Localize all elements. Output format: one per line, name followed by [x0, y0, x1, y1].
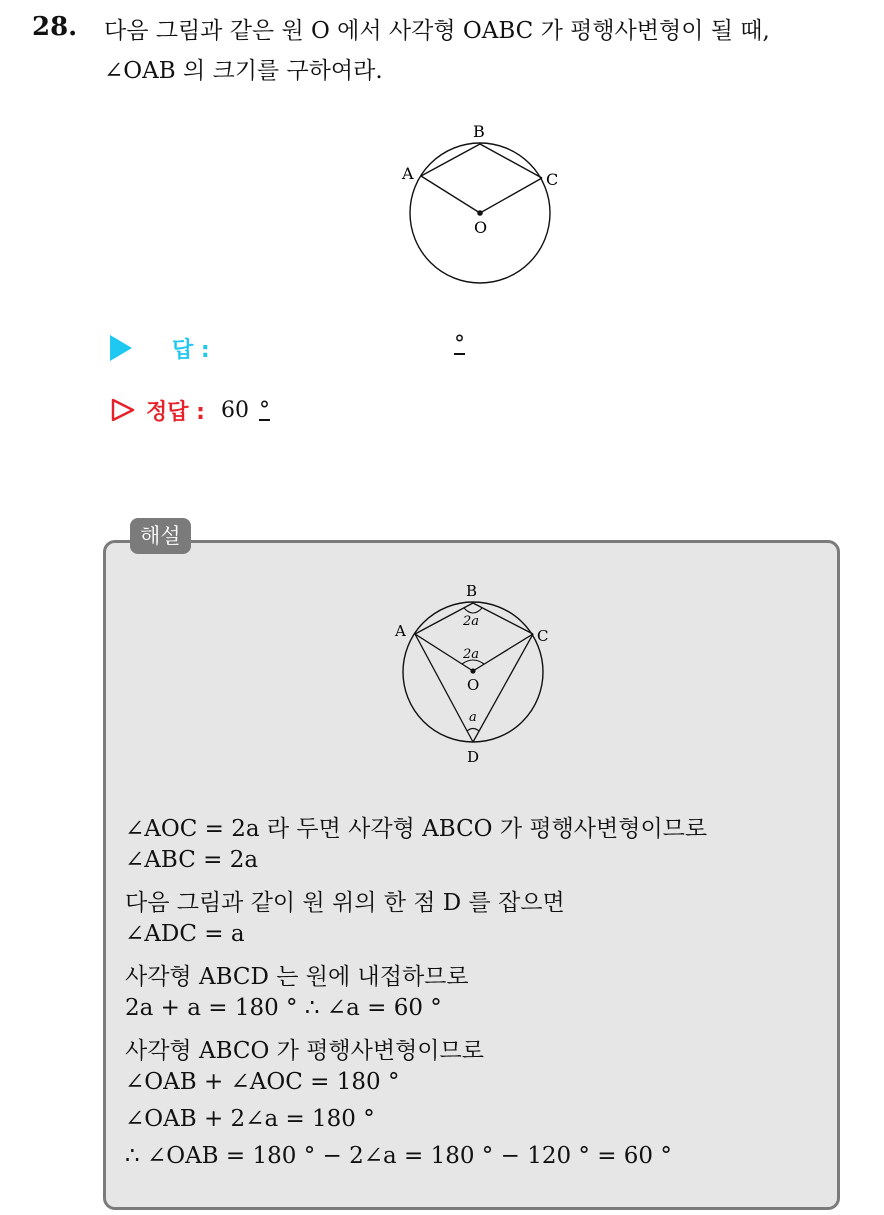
label-c: C: [537, 627, 549, 645]
label-c: C: [546, 170, 559, 189]
label-d: D: [467, 748, 480, 766]
segment-co: [473, 634, 533, 671]
correct-answer-label: 정답 :: [146, 399, 205, 425]
play-triangle-icon: [110, 335, 132, 361]
explanation-line-3: 다음 그림과 같이 원 위의 한 점 D 를 잡으면: [125, 890, 565, 916]
label-b: B: [473, 122, 485, 141]
label-angle-b: 2a: [463, 614, 480, 629]
explanation-line-4: ∠ADC = a: [125, 921, 245, 947]
explanation-line-8: ∠OAB + ∠AOC = 180 °: [125, 1069, 400, 1095]
answer-row: [110, 330, 210, 366]
explanation-tab: 해설: [130, 518, 191, 554]
explanation-line-9: ∠OAB + 2∠a = 180 °: [125, 1106, 375, 1132]
label-o: O: [467, 676, 480, 694]
center-point-o: [477, 210, 483, 216]
correct-answer-unit: °: [258, 397, 270, 423]
angle-arc-b: [464, 608, 482, 613]
question-number: 28.: [32, 12, 78, 42]
question-text-line-2: ∠OAB 의 크기를 구하여라.: [104, 58, 383, 84]
question-text-line-1: 다음 그림과 같은 원 O 에서 사각형 OABC 가 평행사변형이 될 때,: [104, 18, 770, 44]
explanation-line-2: ∠ABC = 2a: [125, 847, 259, 873]
explanation-line-5: 사각형 ABCD 는 원에 내접하므로: [125, 964, 469, 990]
label-b: B: [466, 582, 478, 600]
label-a: A: [402, 164, 414, 183]
correct-answer-row: [110, 392, 270, 428]
segment-bc: [473, 603, 533, 634]
correct-answer-value: 60: [220, 397, 249, 423]
explanation-line-6: 2a + a = 180 ° ∴ ∠a = 60 °: [125, 995, 442, 1021]
label-o: O: [474, 218, 488, 237]
label-a: A: [395, 622, 406, 640]
label-angle-o: 2a: [463, 647, 480, 662]
figure-inscribed-quadrilateral: [390, 578, 560, 773]
explanation-line-7: 사각형 ABCO 가 평행사변형이므로: [125, 1038, 484, 1064]
segment-oa: [421, 176, 480, 213]
segment-co: [480, 178, 542, 213]
segment-bc: [480, 144, 542, 178]
answer-label: 답 :: [172, 337, 210, 363]
explanation-line-1: ∠AOC = 2a 라 두면 사각형 ABCO 가 평행사변형이므로: [125, 816, 708, 842]
figure-circle-parallelogram: [395, 115, 565, 295]
label-angle-d: a: [469, 710, 477, 725]
center-point-o: [470, 668, 475, 673]
answer-blank-unit[interactable]: °: [454, 332, 465, 357]
explanation-line-10: ∴ ∠OAB = 180 ° − 2∠a = 180 ° − 120 ° = 60 °: [125, 1143, 672, 1169]
angle-arc-d: [467, 729, 479, 732]
outline-triangle-icon: [110, 397, 136, 423]
segment-cd: [473, 634, 533, 742]
